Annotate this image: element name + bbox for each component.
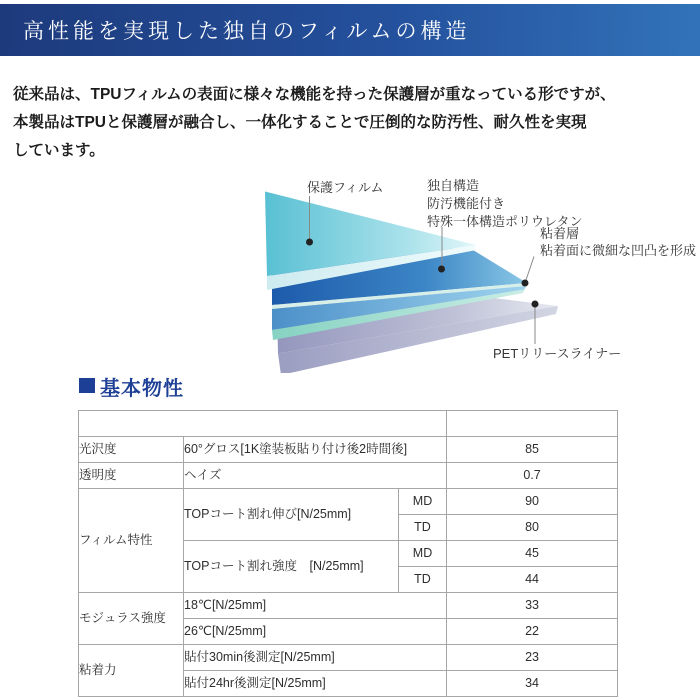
table-header-row: [79, 411, 618, 437]
table-row-modulus-18: [79, 593, 618, 619]
section-square-bullet: [79, 378, 95, 393]
label-original-structure: [427, 177, 582, 231]
table-row-haze: [79, 463, 618, 489]
cell-value: 45: [447, 541, 618, 567]
cell-test-desc: 貼付24hr後測定[N/25mm]: [184, 671, 447, 697]
cell-test-desc: TOPコート割れ伸び[N/25mm]: [184, 489, 399, 541]
label-original-structure-line1: 独自構造: [427, 178, 480, 193]
cell-value: 44: [447, 567, 618, 593]
intro-line-3: しています。: [13, 142, 105, 159]
cell-direction: TD: [399, 567, 447, 593]
cell-test-desc: ヘイズ: [184, 463, 447, 489]
table-corner-diagonal-cell: [79, 411, 447, 437]
label-adhesive-line1: 粘着層: [540, 226, 580, 241]
label-original-structure-line2: 防汚機能付き: [427, 196, 506, 211]
label-original-structure-line3: 特殊一体構造ポリウレタン: [427, 214, 583, 229]
section-banner: [0, 4, 700, 56]
table-row-gloss: [79, 437, 618, 463]
dot-adhesive: [522, 280, 529, 287]
dot-protective-film: [306, 239, 313, 246]
cell-category: フィルム特性: [79, 489, 184, 593]
cell-category: 粘着力: [79, 645, 184, 697]
intro-line-1: 従来品は、TPUフィルムの表面に様々な機能を持った保護層が重なっている形ですが、: [13, 86, 616, 103]
cell-direction: MD: [399, 541, 447, 567]
label-protective-film: 保護フィルム: [307, 180, 384, 195]
cell-value: 23: [447, 645, 618, 671]
cell-direction: MD: [399, 489, 447, 515]
banner-title: 高性能を実現した独自のフィルムの構造: [23, 19, 471, 43]
cell-value: 90: [447, 489, 618, 515]
cell-category: 透明度: [79, 463, 184, 489]
cell-value: 22: [447, 619, 618, 645]
table-row-film-elongation-md: [79, 489, 618, 515]
intro-paragraph: [13, 81, 697, 165]
cell-test-desc: 26℃[N/25mm]: [184, 619, 447, 645]
label-adhesive-layer: [540, 225, 696, 259]
dot-polyurethane: [438, 266, 445, 273]
cell-test-desc: 60°グロス[1K塗装板貼り付け後2時間後]: [184, 437, 447, 463]
cell-test-desc: TOPコート割れ強度 [N/25mm]: [184, 541, 399, 593]
film-structure-diagram: [0, 168, 700, 373]
intro-line-2: 本製品はTPUと保護層が融合し、一体化することで圧倒的な防汚性、耐久性を実現: [13, 114, 587, 131]
cell-value: 34: [447, 671, 618, 697]
basic-properties-table: [78, 410, 618, 697]
cell-direction: TD: [399, 515, 447, 541]
label-adhesive-line2: 粘着面に微細な凹凸を形成: [540, 243, 697, 258]
cell-category: モジュラス強度: [79, 593, 184, 645]
cell-value: 80: [447, 515, 618, 541]
dot-pet-liner: [532, 301, 539, 308]
cell-value: 85: [447, 437, 618, 463]
cell-category: 光沢度: [79, 437, 184, 463]
cell-test-desc: 18℃[N/25mm]: [184, 593, 447, 619]
section-title: 基本物性: [100, 378, 184, 400]
cell-value: 33: [447, 593, 618, 619]
cell-value: 0.7: [447, 463, 618, 489]
product-column-header: ECHELON Headlight PPF: [447, 411, 618, 437]
table-row-adhesion-30min: [79, 645, 618, 671]
cell-test-desc: 貼付30min後測定[N/25mm]: [184, 645, 447, 671]
leader-adhesive: [526, 257, 534, 281]
label-pet-liner: PETリリースライナー: [493, 346, 622, 361]
